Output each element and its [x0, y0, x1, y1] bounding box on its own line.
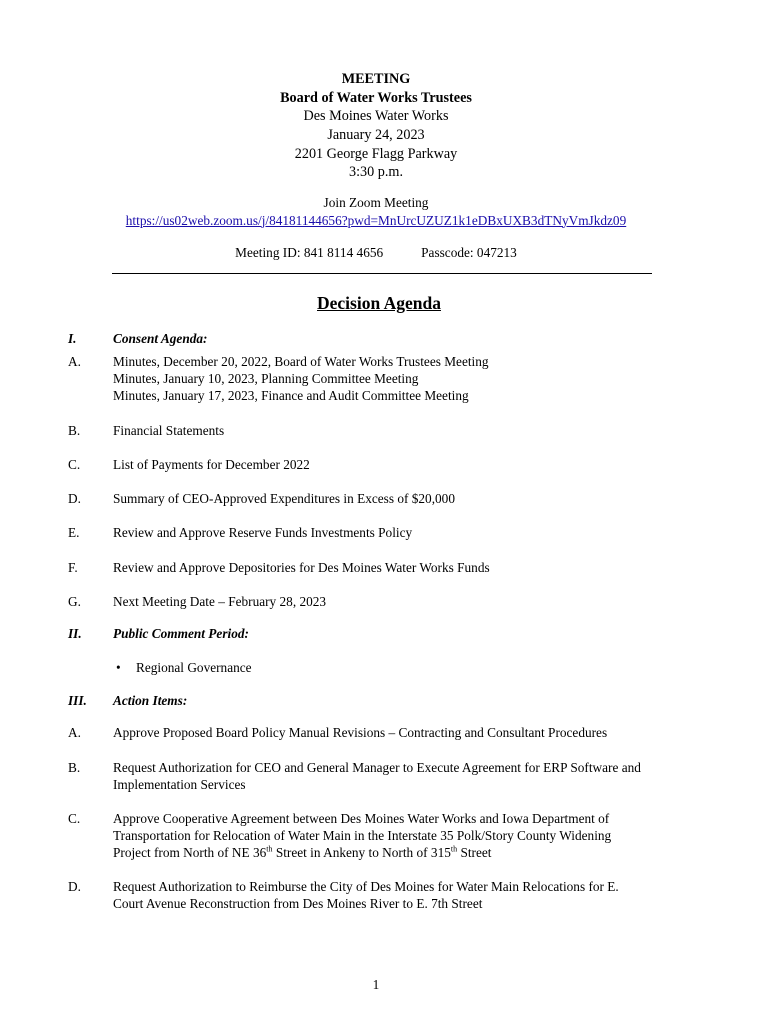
- page-number: 1: [372, 977, 380, 992]
- item-line: Implementation Services: [113, 777, 246, 792]
- minutes-line-3: Minutes, January 17, 2023, Finance and Audit Committee Meeting: [113, 388, 469, 403]
- minutes-line-2: Minutes, January 10, 2023, Planning Committee Meeting: [113, 371, 419, 386]
- item-text: List of Payments for December 2022: [113, 457, 310, 472]
- ordinal-suffix: th: [266, 844, 273, 854]
- ordinal-suffix: th: [450, 844, 458, 854]
- item-letter: A.: [68, 354, 81, 369]
- header-board: Board of Water Works Trustees: [280, 89, 472, 106]
- item-text: Review and Approve Reserve Funds Investments Policy: [113, 525, 413, 540]
- item-letter: B.: [68, 423, 81, 438]
- header-meeting: MEETING: [341, 71, 411, 87]
- meeting-passcode: Passcode: 047213: [421, 245, 517, 260]
- item-letter: D.: [68, 491, 81, 506]
- item-text: [113, 878, 703, 912]
- item-letter: C.: [68, 811, 81, 826]
- item-text: Approve Proposed Board Policy Manual Revisions – Contracting and Consultant Procedures: [113, 725, 608, 740]
- bullet-icon: •: [116, 660, 121, 675]
- meeting-id: Meeting ID: 841 8114 4656: [235, 245, 384, 260]
- item-line: [113, 844, 703, 861]
- item-line-part: Project from North of NE 36: [113, 845, 267, 860]
- item-line: Transportation for Relocation of Water Main in the Interstate 35 Polk/Story County Widening: [113, 828, 612, 843]
- divider-rule: [112, 273, 652, 274]
- item-letter: F.: [68, 560, 78, 575]
- zoom-block: [0, 194, 752, 229]
- item-line: Request Authorization for CEO and General Manager to Execute Agreement for ERP Software and: [113, 760, 641, 775]
- page-title: Decision Agenda: [317, 293, 441, 313]
- item-letter: A.: [68, 725, 81, 740]
- section-numeral: III.: [68, 693, 87, 708]
- item-text: Next Meeting Date – February 28, 2023: [113, 594, 327, 609]
- header-time: 3:30 p.m.: [349, 164, 403, 181]
- item-text: Summary of CEO-Approved Expenditures in Excess of $20,000: [113, 491, 455, 506]
- item-text: Financial Statements: [113, 423, 225, 438]
- item-line: Approve Cooperative Agreement between Des Moines Water Works and Iowa Department of: [113, 811, 610, 826]
- item-letter: E.: [68, 525, 80, 540]
- item-letter: G.: [68, 594, 81, 609]
- item-letter: B.: [68, 760, 81, 775]
- item-line: Request Authorization to Reimburse the City of Des Moines for Water Main Relocations for E.: [113, 879, 619, 894]
- item-line-part: Street in Ankeny to North of 315: [272, 845, 451, 860]
- section-numeral: I.: [68, 331, 77, 346]
- item-letter: D.: [68, 879, 81, 894]
- item-text: [113, 810, 703, 861]
- header-organization: Des Moines Water Works: [303, 108, 449, 125]
- meeting-header: [0, 70, 752, 182]
- zoom-label: Join Zoom Meeting: [323, 195, 429, 210]
- section-title: Action Items:: [113, 693, 188, 708]
- item-line-part: Street: [457, 845, 492, 860]
- section-title: Public Comment Period:: [113, 626, 249, 641]
- header-date: January 24, 2023: [327, 127, 425, 144]
- minutes-line-1: Minutes, December 20, 2022, Board of Water Works Trustees Meeting: [113, 354, 489, 369]
- item-text: [113, 759, 703, 793]
- section-numeral: II.: [68, 626, 82, 641]
- item-text: [113, 353, 703, 404]
- meeting-credentials: [0, 244, 752, 261]
- item-text: Review and Approve Depositories for Des Moines Water Works Funds: [113, 560, 490, 575]
- section-title: Consent Agenda:: [113, 331, 208, 346]
- header-address: 2201 George Flagg Parkway: [294, 145, 458, 162]
- zoom-link[interactable]: https://us02web.zoom.us/j/84181144656?pwd=MnUrcUZUZ1k1eDBxUXB3dTNyVmJkdz09: [125, 212, 627, 228]
- bullet-text: Regional Governance: [136, 660, 252, 675]
- item-line: Court Avenue Reconstruction from Des Moines River to E. 7th Street: [113, 896, 483, 911]
- item-letter: C.: [68, 457, 81, 472]
